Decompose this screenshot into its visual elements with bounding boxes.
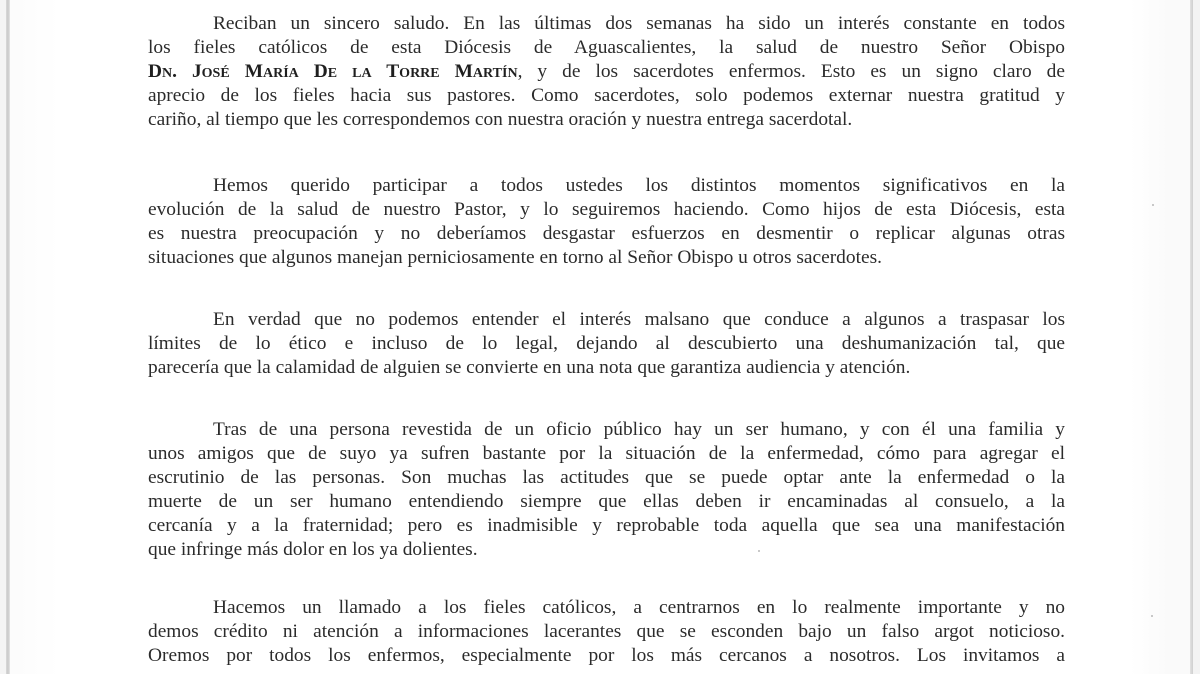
scan-speck <box>1152 204 1154 206</box>
page-left-edge <box>6 0 10 674</box>
text-line: cercanía y a la fraternidad; pero es inadmisible y reprobable toda aquella que sea una manifestación <box>148 515 1065 536</box>
text-line: situaciones que algunos manejan perniciosamente en torno al Señor Obispo u otros sacerdotes. <box>148 247 882 268</box>
bishop-name: Dn. José María De la Torre Martín <box>148 61 518 82</box>
text-line: escrutinio de las personas. Son muchas las actitudes que se puede optar ante la enfermedad o la <box>148 467 1065 488</box>
text-line: Oremos por todos los enfermos, especialmente por los más cercanos a nosotros. Los invitamos a <box>148 645 1065 666</box>
text-line: Reciban un sincero saludo. En las últimas dos semanas ha sido un interés constante en todos <box>213 13 1065 34</box>
text-line: parecería que la calamidad de alguien se convierte en una nota que garantiza audiencia y atención. <box>148 357 911 378</box>
text-line: límites de lo ético e incluso de lo legal, dejando al descubierto una deshumanización tal, que <box>148 333 1065 354</box>
text-line: Hacemos un llamado a los fieles católicos, a centrarnos en lo realmente importante y no <box>213 597 1065 618</box>
text-line: aprecio de los fieles hacia sus pastores. Como sacerdotes, solo podemos externar nuestra gratitud y <box>148 85 1065 106</box>
text-line: es nuestra preocupación y no deberíamos desgastar esfuerzos en desmentir o replicar algunas otras <box>148 223 1065 244</box>
text-line-with-bishop-name <box>148 60 1065 84</box>
text-line: Hemos querido participar a todos ustedes los distintos momentos significativos en la <box>213 175 1065 196</box>
text-line: demos crédito ni atención a informaciones lacerantes que se esconden bajo un falso argot noticioso. <box>148 621 1065 642</box>
text-fragment: , y de los sacerdotes enfermos. Esto es un signo claro de <box>517 61 1065 82</box>
text-line: Tras de una persona revestida de un oficio público hay un ser humano, y con él una familia y <box>213 419 1065 440</box>
text-line: que infringe más dolor en los ya dolientes. <box>148 539 478 560</box>
text-line: muerte de un ser humano entendiendo siempre que ellas deben ir encaminadas al consuelo, a la <box>148 491 1065 512</box>
text-line: unos amigos que de suyo ya sufren bastante por la situación de la enfermedad, cómo para agregar el <box>148 443 1065 464</box>
text-line: los fieles católicos de esta Diócesis de Aguascalientes, la salud de nuestro Señor Obispo <box>148 37 1065 58</box>
text-line: cariño, al tiempo que les correspondemos con nuestra oración y nuestra entrega sacerdotal. <box>148 109 853 130</box>
page-right-edge-shadow <box>1193 0 1200 674</box>
scan-speck <box>1151 615 1153 617</box>
text-line: En verdad que no podemos entender el interés malsano que conduce a algunos a traspasar los <box>213 309 1065 330</box>
text-line: evolución de la salud de nuestro Pastor, y lo seguiremos haciendo. Como hijos de esta Diócesis, esta <box>148 199 1065 220</box>
